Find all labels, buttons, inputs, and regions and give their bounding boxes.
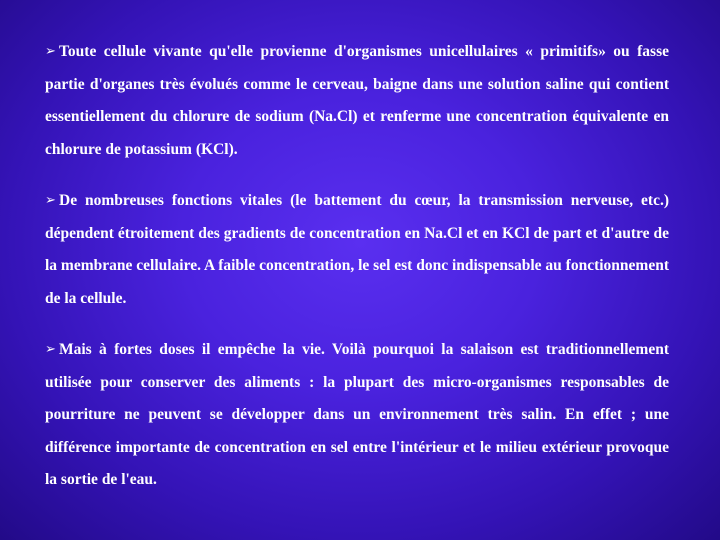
paragraph-2 [45,185,669,315]
paragraph-1-text: Toute cellule vivante qu'elle provienne d'organismes unicellulaires « primitifs» ou fasse partie d'organes très évolués comme le cerveau, baigne dans une solution saline qui contient essentiellement du chlorure de sodium (Na.Cl) et renferme une concentration équivalente en chlorure de potassium (KCl). [45,43,669,158]
paragraph-1 [45,36,669,166]
paragraph-3 [45,334,669,497]
arrow-bullet-icon: ➢ [45,342,56,357]
slide-content [45,36,669,497]
paragraph-2-text: De nombreuses fonctions vitales (le battement du cœur, la transmission nerveuse, etc.) dépendent étroitement des gradients de concentration en Na.Cl et en KCl de part et d'autre de la membrane cellulaire. A faible concentration, le sel est donc indispensable au fonctionnement de la cellule. [45,192,669,307]
arrow-bullet-icon: ➢ [45,44,56,59]
arrow-bullet-icon: ➢ [45,193,56,208]
paragraph-3-text: Mais à fortes doses il empêche la vie. Voilà pourquoi la salaison est traditionnellement utilisée pour conserver des aliments : la plupart des micro-organismes responsables de pourriture ne peuvent se développer dans un environnement très salin. En effet ; une différence importante de concentration en sel entre l'intérieur et le milieu extérieur provoque la sortie de l'eau. [45,341,669,488]
